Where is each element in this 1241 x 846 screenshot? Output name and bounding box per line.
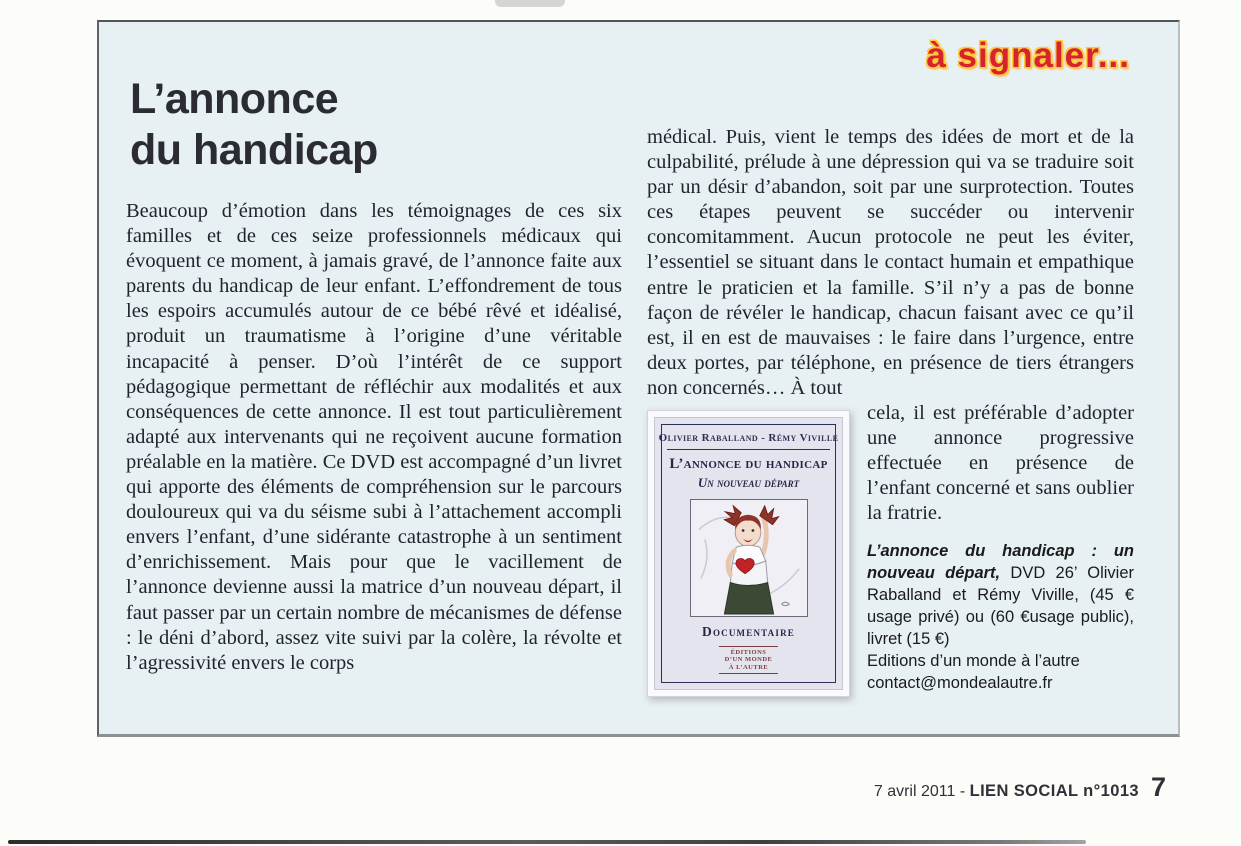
dvd-cover-subtitle: Un nouveau départ [697,475,800,491]
dvd-cover [654,417,843,690]
dvd-cover-title: L’annonce du handicap [669,456,828,473]
article-title-line2: du handicap [130,126,378,174]
article-title [130,74,378,176]
dvd-cover-photo [647,410,850,697]
caption-details: DVD 26’ Olivier Raballand et Rémy Viville, (45 € usage privé) ou (60 €usage public), livret (15 €) [867,563,1134,648]
dvd-cover-authors: Olivier Raballand - Rémy Viville [658,432,839,445]
dvd-cover-genre: Documentaire [702,624,795,640]
dvd-cover-divider [667,449,830,450]
dvd-cover-frame [658,424,839,683]
dvd-cover-illustration [690,499,808,617]
footer-magazine-name: LIEN SOCIAL n°1013 [969,782,1139,800]
column-right-paragraph-wrap: cela, il est préférable d’adopter une annonce progressive effectuée en présence de l’enfant concerné et sans oublier la fratrie. [867,402,1134,525]
column-right-paragraph-top: médical. Puis, vient le temps des idées de mort et de la culpabilité, prélude à une dépression qui va se traduire soit par un désir d’abandon, soit par une surprotection. Toutes ces étapes peuvent se succéder ou intervenir concomitamment. Aucun protocole ne peut les éviter, l’essentiel se situant dans le contact humain et empathique entre le praticien et la famille. S’il n’y a pas de bonne façon de révéler le handicap, chacun faisant avec ce qu’il est, il en est de mauvaises : le faire dans l’urgence, entre deux portes, par téléphone, en présence de tiers étrangers non concernés… À tout [647,126,1134,399]
girl-illustration [691,500,807,616]
publisher-line2: D’UN MONDE [724,656,773,664]
article-title-line1: L’annonce [130,75,339,123]
article-column-right [647,125,1134,703]
caption-contact-email: contact@mondealautre.fr [867,673,1053,692]
publisher-logo [719,646,779,674]
publisher-line1: ÉDITIONS [730,648,767,656]
article-panel [97,20,1180,737]
page-footer [0,772,1166,803]
caption-publisher: Editions d’un monde à l’autre [867,651,1080,670]
caption-title: L’annonce du handicap : un nouveau départ, [867,541,1134,582]
article-column-left: Beaucoup d’émotion dans les témoignages de ces six familles et de ces seize professionnels médicaux qui évoquent ce moment, à jamais gravé, de l’annonce faite aux parents du handicap de leur enfant. L’effondrement de tous les espoirs accumulés autour de ce bébé rêvé et idéalisé, produit un traumatisme à l’origine d’une véritable incapacité à penser. D’où l’intérêt de ce support pédagogique permettant de réfléchir aux modalités et aux conséquences de cette annonce. Il est tout particulièrement adapté aux intervenants qui ne reçoivent aucune formation préalable en la matière. Ce DVD est accompagné d’un livret qui apporte des éléments de compréhension sur le parcours douloureux qui va du séisme subi à l’attachement accompli envers l’enfant, d’une sidérante catastrophe à un sentiment d’enrichissement. Mais pour que le vacillement de l’annonce devienne aussi la matrice d’un nouveau départ, il faut passer par un certain nombre de mécanismes de défense : le déni d’abord, assez vite suivi par la colère, la révolte et l’agressivité envers le corps [126,200,622,674]
scan-artifact-top [495,0,565,7]
section-header: à signaler... [926,36,1130,75]
footer-date: 7 avril 2011 - [873,783,970,800]
publisher-line3: À L’AUTRE [728,663,769,671]
footer-page-number: 7 [1150,772,1166,802]
scan-artifact-bottom [8,840,1086,844]
